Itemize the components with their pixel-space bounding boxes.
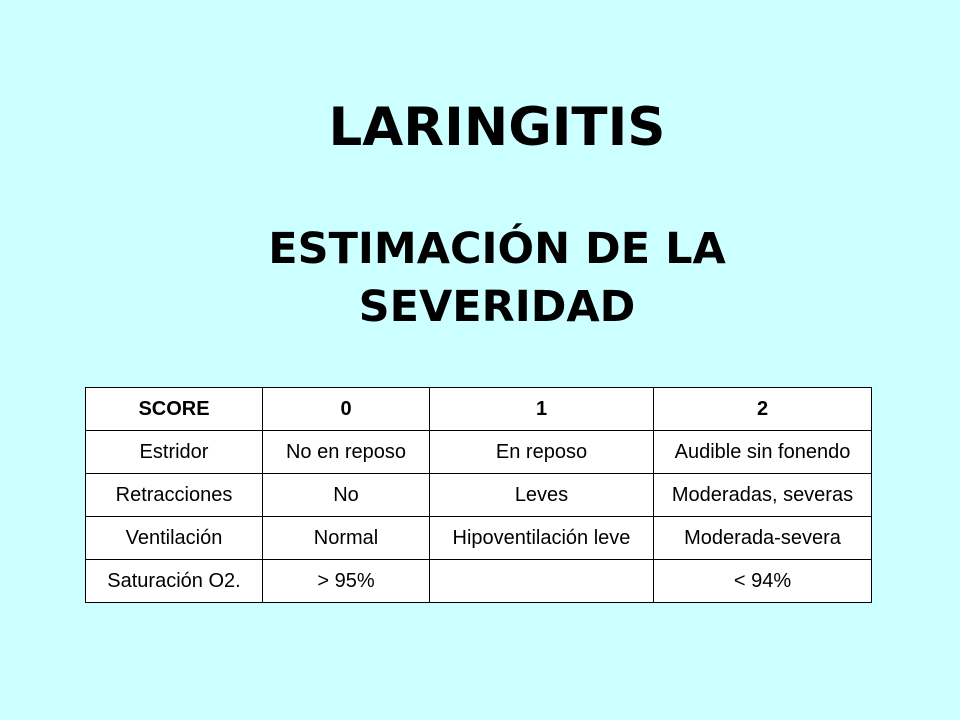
table-row <box>86 517 872 560</box>
table-cell: En reposo <box>430 431 654 474</box>
table-cell: < 94% <box>654 560 872 603</box>
slide-subtitle <box>0 220 960 336</box>
table-cell: Audible sin fonendo <box>654 431 872 474</box>
table-row <box>86 474 872 517</box>
table-cell: No <box>263 474 430 517</box>
row-label-cell: Saturación O2. <box>86 560 263 603</box>
table-cell: No en reposo <box>263 431 430 474</box>
row-label-cell: Estridor <box>86 431 263 474</box>
table-row <box>86 560 872 603</box>
header-cell-2: 2 <box>654 388 872 431</box>
table-header-row <box>86 388 872 431</box>
slide-title: LARINGITIS <box>328 97 666 158</box>
header-cell-score: SCORE <box>86 388 263 431</box>
table-cell: Moderada-severa <box>654 517 872 560</box>
table-cell: Hipoventilación leve <box>430 517 654 560</box>
header-cell-1: 1 <box>430 388 654 431</box>
table-cell: Moderadas, severas <box>654 474 872 517</box>
table-cell <box>430 560 654 603</box>
header-cell-0: 0 <box>263 388 430 431</box>
table-cell: > 95% <box>263 560 430 603</box>
table-cell: Normal <box>263 517 430 560</box>
severity-score-table <box>85 387 872 603</box>
table-row <box>86 431 872 474</box>
subtitle-line-2: SEVERIDAD <box>358 282 636 332</box>
table-cell: Leves <box>430 474 654 517</box>
row-label-cell: Retracciones <box>86 474 263 517</box>
row-label-cell: Ventilación <box>86 517 263 560</box>
subtitle-line-1: ESTIMACIÓN DE LA <box>268 224 726 274</box>
